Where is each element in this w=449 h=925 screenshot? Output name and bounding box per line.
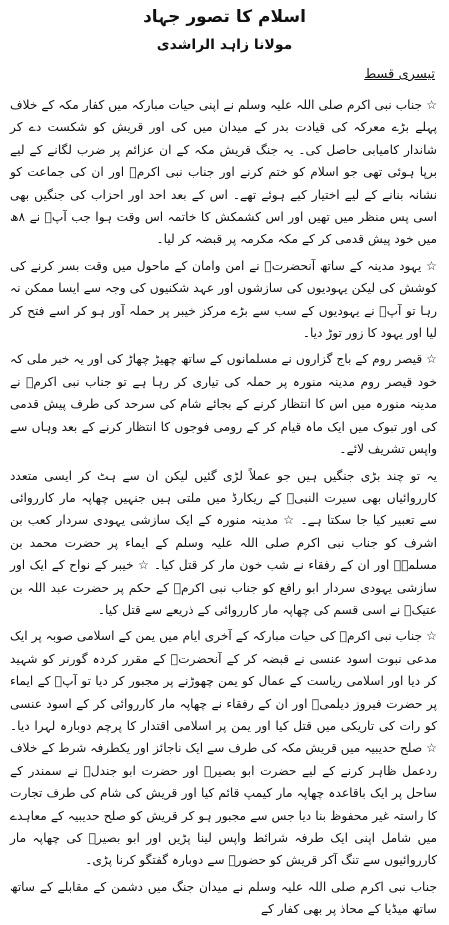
body-paragraph: ☆ جناب نبی اکرم صلی اللہ علیہ وسلم نے اپنی حیات مبارکہ میں کفار مکہ کے خلاف پہلے بڑے معرکہ کی قیادت بدر کے میدان میں کی اور قریش کو شکست دے کر شاندار کامیابی حاصل کی۔ یہ جنگ قریش مکہ کے ان عزائم پر ضرب لگانے کے لیے برپا ہوئی تھی جو اسلام کو ختم کرنے اور جناب نبی اکرمؐ اور ان کی جماعت کو نشانہ بنانے کے لیے اختیار کیے ہوئے تھے۔ اس کے بعد احد اور احزاب کی جنگیں بھی اسی پس منظر میں تھیں اور اس کشمکش کا خاتمہ اس وقت ہوا جب آپؐ نے ۸ھ میں خود پیش قدمی کر کے مکہ مکرمہ پر قبضہ کر لیا۔ bbox=[10, 98, 437, 247]
body-paragraph: جناب نبی اکرم صلی اللہ علیہ وسلم نے میدان جنگ میں دشمن کے مقابلے کے ساتھ ساتھ میڈیا کے محاذ پر بھی کفار کے bbox=[10, 879, 437, 917]
body-paragraph: ☆ یہود مدینہ کے ساتھ آنحضرتؐ نے امن وامان کے ماحول میں وقت بسر کرنے کی کوشش کی لیکن یہودیوں کی سازشوں اور عہد شکنیوں کی وجہ سے ایسا ممکن نہ رہا تو آپؐ نے یہودیوں کے سب سے بڑے مرکز خیبر پر حملہ آور ہو کر اسے فتح کر لیا اور یہود کا زور توڑ دیا۔ bbox=[10, 258, 437, 341]
installment-label: تیسری قسط bbox=[364, 67, 435, 82]
article-title: اسلام کا تصور جہاد bbox=[143, 7, 306, 27]
body-paragraph: یہ تو چند بڑی جنگیں ہیں جو عملاً لڑی گئیں لیکن ان سے ہٹ کر ایسی متعدد کارروائیاں بھی سیرت النبیؐ کے ریکارڈ میں ملتی ہیں جنہیں چھاپہ مار کارروائی سے تعبیر کیا جا سکتا ہے۔ ☆ مدینہ منورہ کے ایک سازشی یہودی سردار کعب بن اشرف کو جناب نبی اکرم صلی اللہ علیہ وسلم کے ایماء پر حضرت محمد بن مسلمہؓ اور ان کے رفقاء نے شب خون مار کر قتل کیا۔ ☆ خیبر کے نواح کے ایک اور سازشی یہودی سردار ابو رافع کو جناب نبی اکرمؐ کے حکم پر حضرت عبد اللہ بن عتیکؓ نے اسی قسم کی چھاپہ مار کارروائی کے ذریعے سے قتل کیا۔ bbox=[10, 468, 437, 617]
body-paragraph: ☆ جناب نبی اکرمؐ کی حیات مبارکہ کے آخری ایام میں یمن کے اسلامی صوبہ پر ایک مدعی نبوت اسود عنسی نے قبضہ کر کے آنحضرتؐ کے مقرر کردہ گورنر کو شہید کر دیا اور اسلامی ریاست کے عمال کو یمن چھوڑنے پر مجبور کر دیا تو آپؐ کے ایماء پر حضرت فیروز دیلمیؓ اور ان کے رفقاء نے چھاپہ مار کارروائی کر کے اسود عنسی کو رات کی تاریکی میں قتل کیا اور یمن پر اسلامی اقتدار کا پرچم دوبارہ لہرا دیا۔ ☆ صلح حدیبیہ میں قریش مکہ کی طرف سے ایک ناجائز اور یکطرفہ شرط کے خلاف ردعمل ظاہر کرنے کے لیے حضرت ابو بصیرؓ اور حضرت ابو جندلؓ نے سمندر کے ساحل پر ایک باقاعدہ چھاپہ مار کیمپ قائم کیا اور قریش کی شام کی طرف تجارت کا راستہ غیر محفوظ بنا دیا جس سے مجبور ہو کر قریش کو صلح حدیبیہ کے معاہدے میں شامل اپنی ایک طرفہ شرائط واپس لینا پڑیں اور ابو بصیرؓ کی چھاپہ مار کارروائیوں سے تنگ آکر قریش کو حضورؐ سے دوبارہ گفتگو کرنا پڑی۔ bbox=[10, 629, 437, 868]
article-body bbox=[10, 94, 437, 925]
body-paragraph: ☆ قیصر روم کے باج گزاروں نے مسلمانوں کے ساتھ چھیڑ چھاڑ کی اور یہ خبر ملی کہ خود قیصر روم مدینہ منورہ پر حملہ کی تیاری کر رہا ہے تو جناب نبی اکرمؐ نے مدینہ منورہ میں اس کا انتظار کرنے کے بجائے شام کی سرحد کی طرف پیش قدمی کی اور تبوک میں ایک ماہ قیام کر کے رومی فوجوں کا انتظار کرنے کے بعد وہاں سے واپس تشریف لائے۔ bbox=[10, 352, 437, 457]
article-author: مولانا زاہد الراشدی bbox=[156, 37, 293, 53]
